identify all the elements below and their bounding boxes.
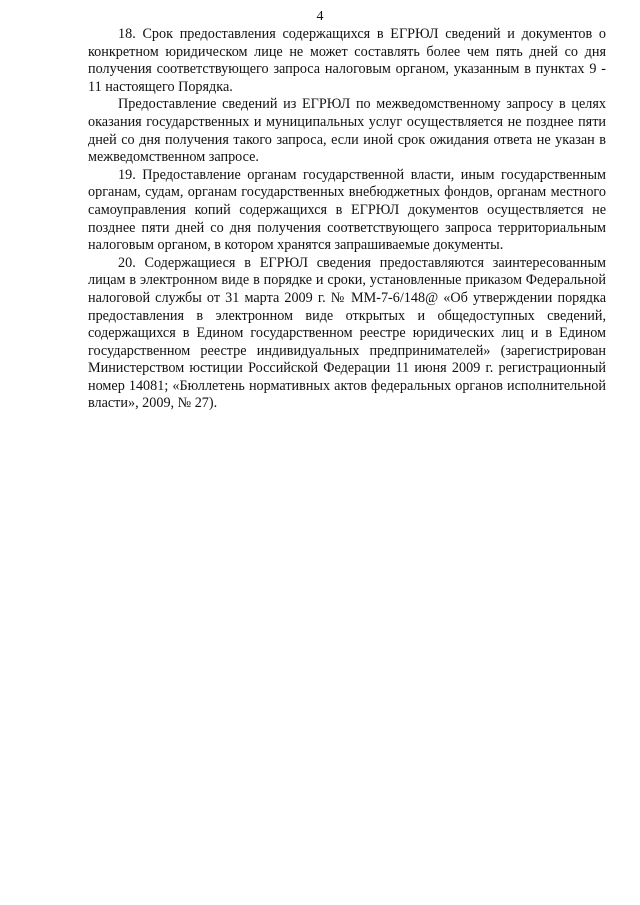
- paragraph-20: 20. Содержащиеся в ЕГРЮЛ сведения предоставляются заинтересованным лицам в электронном виде в порядке и сроки, установленные приказом Федеральной налоговой службы от 31 марта 2009 г. № ММ-7-6/148@ «Об утверждении порядка предоставления в электронном виде открытых и общедоступных сведений, содержащихся в Едином государственном реестре юридических лиц и в Едином государственном реестре индивидуальных предпринимателей» (зарегистрирован Министерством юстиции Российской Федерации 11 июня 2009 г. регистрационный номер 14081; «Бюллетень нормативных актов федеральных органов исполнительной власти», 2009, № 27).: [88, 254, 606, 412]
- paragraph-18: 18. Срок предоставления содержащихся в ЕГРЮЛ сведений и документов о конкретном юридическом лице не может составлять более чем пять дней со дня получения соответствующего запроса налоговым органом, указанным в пунктах 9 - 11 настоящего Порядка.: [88, 26, 606, 95]
- page-number: 4: [316, 9, 324, 24]
- paragraph-19: 19. Предоставление органам государственной власти, иным государственным органам, судам, органам государственных внебюджетных фондов, органам местного самоуправления копий содержащихся в ЕГРЮЛ документов осуществляется не позднее пяти дней со дня получения соответствующего запроса территориальным налоговым органом, в котором хранятся запрашиваемые документы.: [88, 166, 606, 254]
- document-body: [88, 26, 606, 413]
- paragraph-18-continued: Предоставление сведений из ЕГРЮЛ по межведомственному запросу в целях оказания государственных и муниципальных услуг осуществляется не позднее пяти дней со дня получения такого запроса, если иной срок ожидания ответа не указан в межведомственном запросе.: [88, 96, 606, 166]
